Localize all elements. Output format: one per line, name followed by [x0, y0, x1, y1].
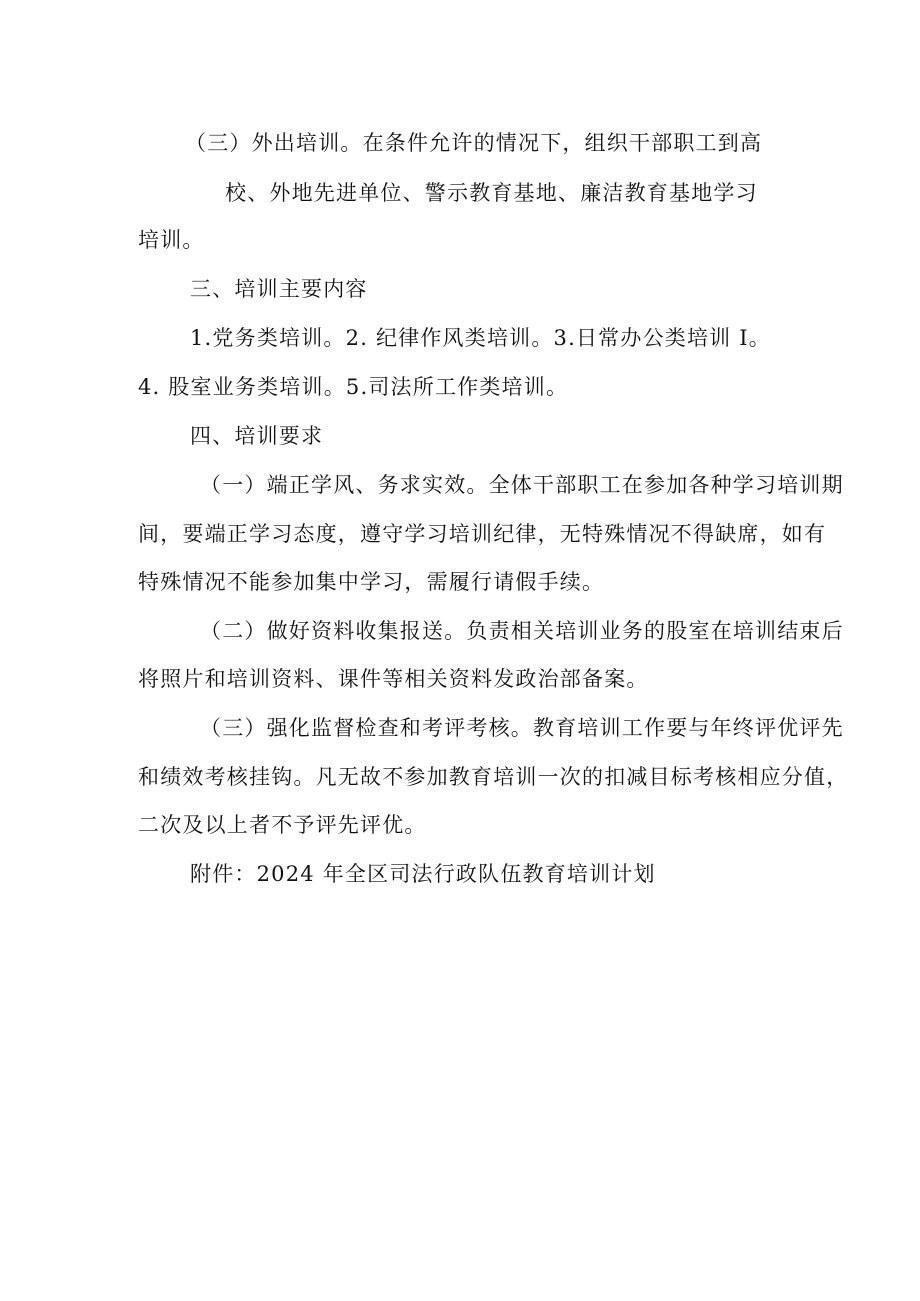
requirement-1-line-2: 间，要端正学习态度，遵守学习培训纪律，无特殊情况不得缺席，如有	[138, 522, 827, 546]
training-content-heading: 三、培训主要内容	[190, 277, 368, 301]
outing-training-paragraph-line-1: （三）外出培训。在条件允许的情况下，组织干部职工到高	[185, 131, 763, 155]
requirement-3-line-3: 二次及以上者不予评先评优。	[138, 813, 427, 837]
requirement-1-line-1: （一）端正学风、务求实效。全体干部职工在参加各种学习培训期	[200, 473, 844, 497]
requirement-3-line-2: 和绩效考核挂钩。凡无故不参加教育培训一次的扣减目标考核相应分值，	[138, 765, 849, 789]
outing-training-paragraph-line-3: 培训。	[138, 228, 205, 252]
requirement-2-line-2: 将照片和培训资料、课件等相关资料发政治部备案。	[138, 667, 649, 691]
requirement-1-line-3: 特殊情况不能参加集中学习，需履行请假手续。	[138, 570, 605, 594]
requirement-2-line-1: （二）做好资料收集报送。负责相关培训业务的股室在培训结束后	[200, 619, 844, 643]
requirement-3-line-1: （三）强化监督检查和考评考核。教育培训工作要与年终评优评先	[200, 716, 844, 740]
training-requirements-heading: 四、培训要求	[190, 424, 324, 448]
training-content-list-line-1: 1.党务类培训。2. 纪律作风类培训。3.日常办公类培训 I。	[190, 326, 771, 350]
attachment-line: 附件：2024 年全区司法行政队伍教育培训计划	[190, 862, 656, 886]
outing-training-paragraph-line-2: 校、外地先进单位、警示教育基地、廉洁教育基地学习	[225, 181, 758, 205]
training-content-list-line-2: 4. 股室业务类培训。5.司法所工作类培训。	[138, 375, 569, 399]
